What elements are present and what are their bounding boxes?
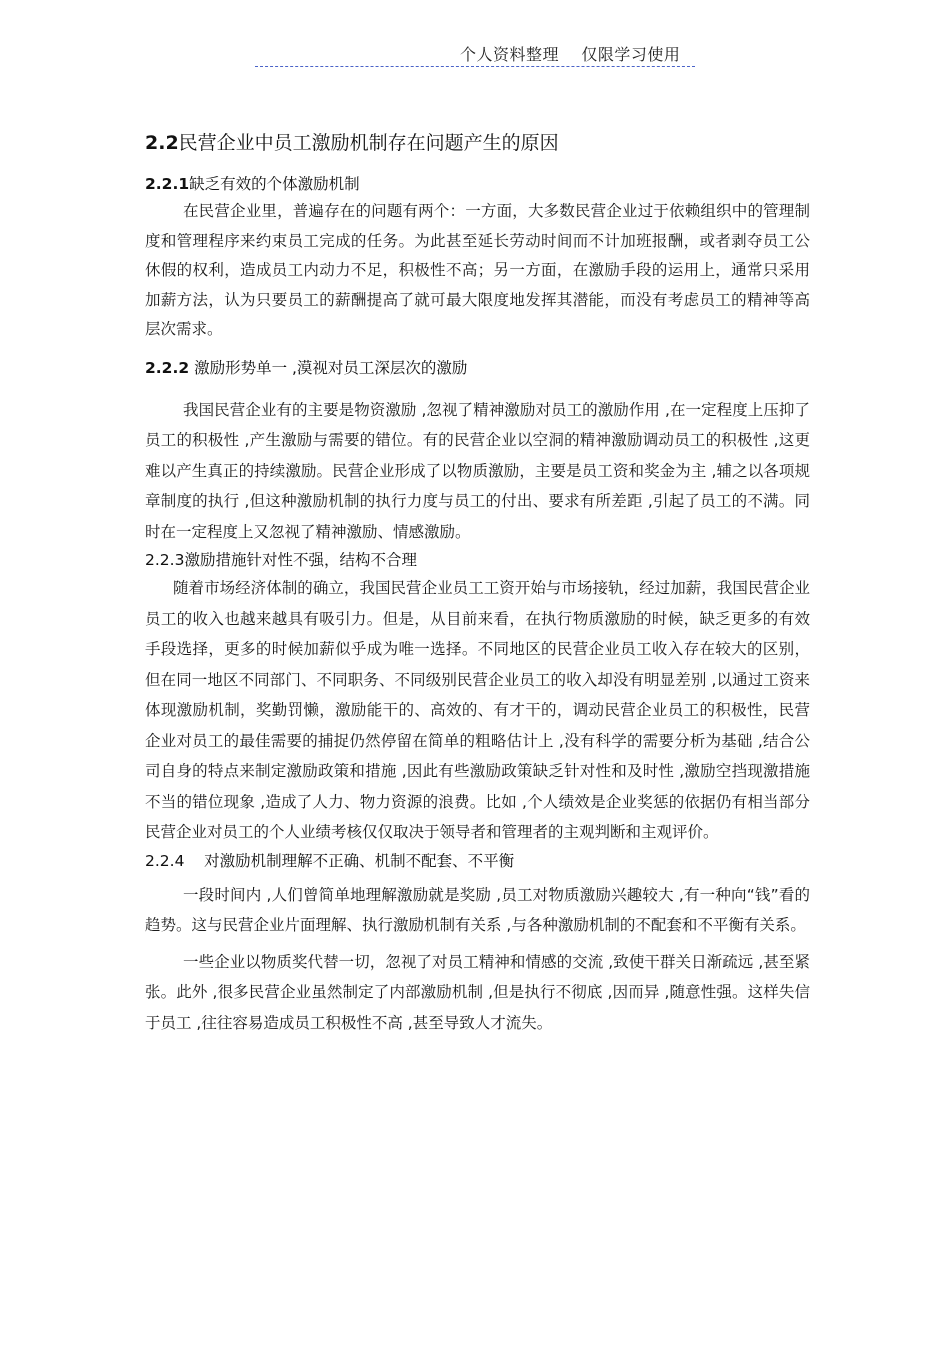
subsection-heading-2 bbox=[145, 355, 810, 381]
paragraph-2-2-3: 随着市场经济体制的确立，我国民营企业员工工资开始与市场接轨，经过加薪，我国民营企业员工的收入也越来越具有吸引力。但是，从目前来看，在执行物质激励的时候，缺乏更多的有效手段选择，更多的时候加薪似乎成为唯一选择。不同地区的民营企业员工收入存在较大的区别，但在同一地区不同部门、不同职务、不同级别民营企业员工的收入却没有明显差别 ,以通过工资来体现激励机制，奖勤罚懒，激励能干的、高效的、有才干的，调动民营企业员工的积极性，民营企业对员工的最佳需要的捕捉仍然停留在简单的粗略估计上 ,没有科学的需要分析为基础 ,结合公司自身的特点来制定激励政策和措施 ,因此有些激励政策缺乏针对性和及时性 ,激励空挡现激措施不当的错位现象 ,造成了人力、物力资源的浪费。比如 ,个人绩效是企业奖惩的依据仍有相当部分民营企业对员工的个人业绩考核仅仅取决于领导者和管理者的主观判断和主观评价。 bbox=[145, 579, 810, 841]
paragraph-2-2-4-b: 一些企业以物质奖代替一切，忽视了对员工精神和情感的交流 ,致使干群关日渐疏远 ,甚至紧张。此外 ,很多民营企业虽然制定了内部激励机制 ,但是执行不彻底 ,因而异 ,随意性强。这样失信于员工 ,往往容易造成员工积极性不高 ,甚至导致人才流失。 bbox=[145, 952, 810, 1032]
subsection-heading-3 bbox=[145, 547, 810, 573]
subsection-number-4: 2.2.4 bbox=[145, 851, 185, 870]
subsection-title-2: 激励形势单一 ,漠视对员工深层次的激励 bbox=[189, 358, 468, 377]
section-title: 民营企业中员工激励机制存在问题产生的原因 bbox=[178, 132, 559, 154]
subsection-number-3: 2.2.3 bbox=[145, 551, 185, 569]
subsection-number-2: 2.2.2 bbox=[145, 358, 190, 377]
section-heading bbox=[145, 128, 810, 158]
subsection-number-1: 2.2.1 bbox=[145, 175, 190, 193]
paragraph-2-2-4-a: 一段时间内 ,人们曾简单地理解激励就是奖励 ,员工对物质激励兴趣较大 ,有一种向“钱”看的趋势。这与民营企业片面理解、执行激励机制有关系 ,与各种激励机制的不配套和不平衡有关系。 bbox=[145, 885, 810, 934]
subsection-title-4: 对激励机制理解不正确、机制不配套、不平衡 bbox=[184, 851, 515, 870]
subsection-title-3: 激励措施针对性不强，结构不合理 bbox=[184, 551, 417, 569]
paragraph-2-2-1: 在民营企业里，普遍存在的问题有两个：一方面，大多数民营企业过于依赖组织中的管理制度和管理程序来约束员工完成的任务。为此甚至延长劳动时间而不计加班报酬，或者剥夺员工公休假的权利，造成员工内动力不足，积极性不高；另一方面，在激励手段的运用上，通常只采用加薪方法，认为只要员工的薪酬提高了就可最大限度地发挥其潜能，而没有考虑员工的精神等高层次需求。 bbox=[145, 202, 810, 338]
document-body bbox=[145, 128, 810, 1038]
subsection-heading-4 bbox=[145, 848, 810, 874]
subsection-title-1: 缺乏有效的个体激励机制 bbox=[189, 175, 360, 193]
section-number: 2.2 bbox=[145, 132, 179, 154]
page-header bbox=[255, 40, 695, 67]
paragraph-2-2-2: 我国民营企业有的主要是物资激励 ,忽视了精神激励对员工的激励作用 ,在一定程度上压抑了员工的积极性 ,产生激励与需要的错位。有的民营企业以空洞的精神激励调动员工的积极性 ,这更难以产生真正的持续激励。民营企业形成了以物质激励，主要是员工资和奖金为主 ,辅之以各项规章制度的执行 ,但这种激励机制的执行力度与员工的付出、要求有所差距 ,引起了员工的不满。同时在一定程度上又忽视了精神激励、情感激励。 bbox=[145, 400, 810, 541]
subsection-heading-1 bbox=[145, 171, 810, 197]
header-text: 个人资料整理 仅限学习使用 bbox=[460, 45, 681, 64]
